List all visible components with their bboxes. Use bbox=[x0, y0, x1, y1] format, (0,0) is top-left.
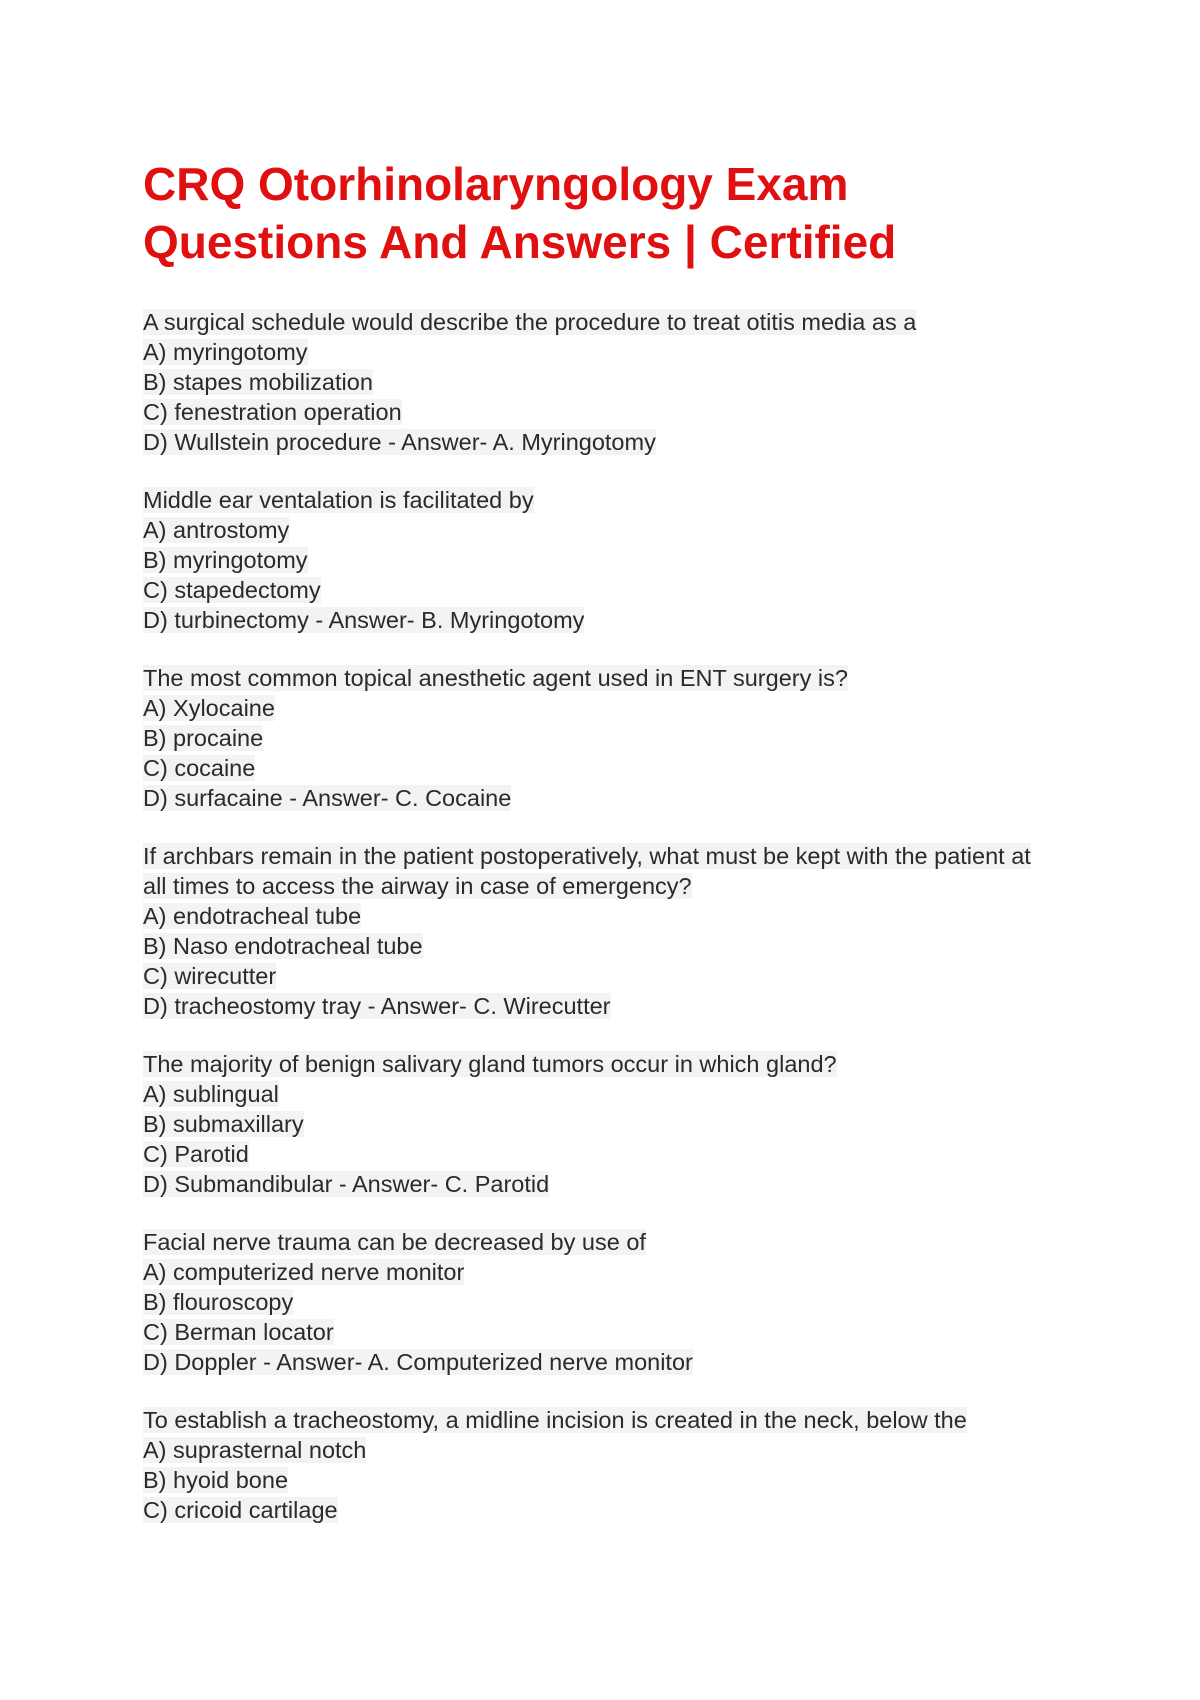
answer-option bbox=[143, 1347, 1083, 1377]
document-content bbox=[143, 155, 1083, 1553]
question-text-run: If archbars remain in the patient postoperatively, what must be kept with the patient at bbox=[143, 843, 1031, 869]
question-block bbox=[143, 841, 1083, 1021]
answer-option-text: A) antrostomy bbox=[143, 517, 290, 543]
answer-option bbox=[143, 1495, 1083, 1525]
answer-option bbox=[143, 1317, 1083, 1347]
question-text-run: Facial nerve trauma can be decreased by use of bbox=[143, 1229, 646, 1255]
answer-option-text: B) procaine bbox=[143, 725, 264, 751]
answer-option bbox=[143, 427, 1083, 457]
answer-option-text: C) cricoid cartilage bbox=[143, 1497, 338, 1523]
answer-option-text: B) hyoid bone bbox=[143, 1467, 289, 1493]
question-text bbox=[143, 871, 1083, 901]
answer-option bbox=[143, 901, 1083, 931]
answer-option-text: D) Doppler - Answer- A. Computerized nerve monitor bbox=[143, 1349, 693, 1375]
answer-option-text: C) cocaine bbox=[143, 755, 256, 781]
answer-option bbox=[143, 1109, 1083, 1139]
answer-option-text: A) suprasternal notch bbox=[143, 1437, 367, 1463]
answer-option bbox=[143, 1139, 1083, 1169]
answer-option-text: C) stapedectomy bbox=[143, 577, 321, 603]
page-title bbox=[143, 155, 1083, 271]
answer-option bbox=[143, 723, 1083, 753]
answer-option bbox=[143, 337, 1083, 367]
answer-option-text: C) wirecutter bbox=[143, 963, 277, 989]
answer-option-text: B) stapes mobilization bbox=[143, 369, 373, 395]
answer-option bbox=[143, 991, 1083, 1021]
answer-option-text: B) Naso endotracheal tube bbox=[143, 933, 423, 959]
question-text bbox=[143, 1049, 1083, 1079]
question-text bbox=[143, 1405, 1083, 1435]
answer-option bbox=[143, 367, 1083, 397]
answer-option bbox=[143, 783, 1083, 813]
answer-option bbox=[143, 397, 1083, 427]
question-text bbox=[143, 307, 1083, 337]
answer-option-text: A) endotracheal tube bbox=[143, 903, 362, 929]
answer-option-text: D) Submandibular - Answer- C. Parotid bbox=[143, 1171, 550, 1197]
answer-option bbox=[143, 1465, 1083, 1495]
answer-option bbox=[143, 1079, 1083, 1109]
answer-option bbox=[143, 693, 1083, 723]
question-text bbox=[143, 663, 1083, 693]
title-line-2: Questions And Answers | Certified bbox=[143, 216, 897, 268]
question-text bbox=[143, 1227, 1083, 1257]
answer-option bbox=[143, 1435, 1083, 1465]
answer-option bbox=[143, 575, 1083, 605]
title-line-1: CRQ Otorhinolaryngology Exam bbox=[143, 158, 849, 210]
question-block bbox=[143, 1405, 1083, 1525]
answer-option-text: D) turbinectomy - Answer- B. Myringotomy bbox=[143, 607, 585, 633]
answer-option-text: D) Wullstein procedure - Answer- A. Myringotomy bbox=[143, 429, 656, 455]
answer-option bbox=[143, 1257, 1083, 1287]
answer-option bbox=[143, 515, 1083, 545]
question-text-run: The most common topical anesthetic agent used in ENT surgery is? bbox=[143, 665, 848, 691]
question-block bbox=[143, 1049, 1083, 1199]
answer-option-text: A) computerized nerve monitor bbox=[143, 1259, 465, 1285]
answer-option-text: C) Berman locator bbox=[143, 1319, 334, 1345]
answer-option-text: A) Xylocaine bbox=[143, 695, 275, 721]
question-block bbox=[143, 485, 1083, 635]
question-block bbox=[143, 307, 1083, 457]
question-text-run: all times to access the airway in case of emergency? bbox=[143, 873, 692, 899]
answer-option-text: D) surfacaine - Answer- C. Cocaine bbox=[143, 785, 512, 811]
question-text bbox=[143, 841, 1083, 871]
question-text bbox=[143, 485, 1083, 515]
question-block bbox=[143, 663, 1083, 813]
question-text-run: Middle ear ventalation is facilitated by bbox=[143, 487, 534, 513]
answer-option-text: C) fenestration operation bbox=[143, 399, 402, 425]
answer-option-text: A) myringotomy bbox=[143, 339, 308, 365]
question-block bbox=[143, 1227, 1083, 1377]
answer-option bbox=[143, 605, 1083, 635]
answer-option bbox=[143, 753, 1083, 783]
answer-option-text: D) tracheostomy tray - Answer- C. Wirecutter bbox=[143, 993, 611, 1019]
answer-option bbox=[143, 961, 1083, 991]
answer-option-text: B) flouroscopy bbox=[143, 1289, 294, 1315]
answer-option bbox=[143, 1169, 1083, 1199]
answer-option bbox=[143, 931, 1083, 961]
answer-option-text: A) sublingual bbox=[143, 1081, 279, 1107]
answer-option-text: B) myringotomy bbox=[143, 547, 308, 573]
answer-option bbox=[143, 1287, 1083, 1317]
question-list bbox=[143, 307, 1083, 1525]
answer-option bbox=[143, 545, 1083, 575]
question-text-run: A surgical schedule would describe the procedure to treat otitis media as a bbox=[143, 309, 917, 335]
answer-option-text: C) Parotid bbox=[143, 1141, 249, 1167]
question-text-run: To establish a tracheostomy, a midline incision is created in the neck, below the bbox=[143, 1407, 967, 1433]
answer-option-text: B) submaxillary bbox=[143, 1111, 304, 1137]
question-text-run: The majority of benign salivary gland tumors occur in which gland? bbox=[143, 1051, 837, 1077]
